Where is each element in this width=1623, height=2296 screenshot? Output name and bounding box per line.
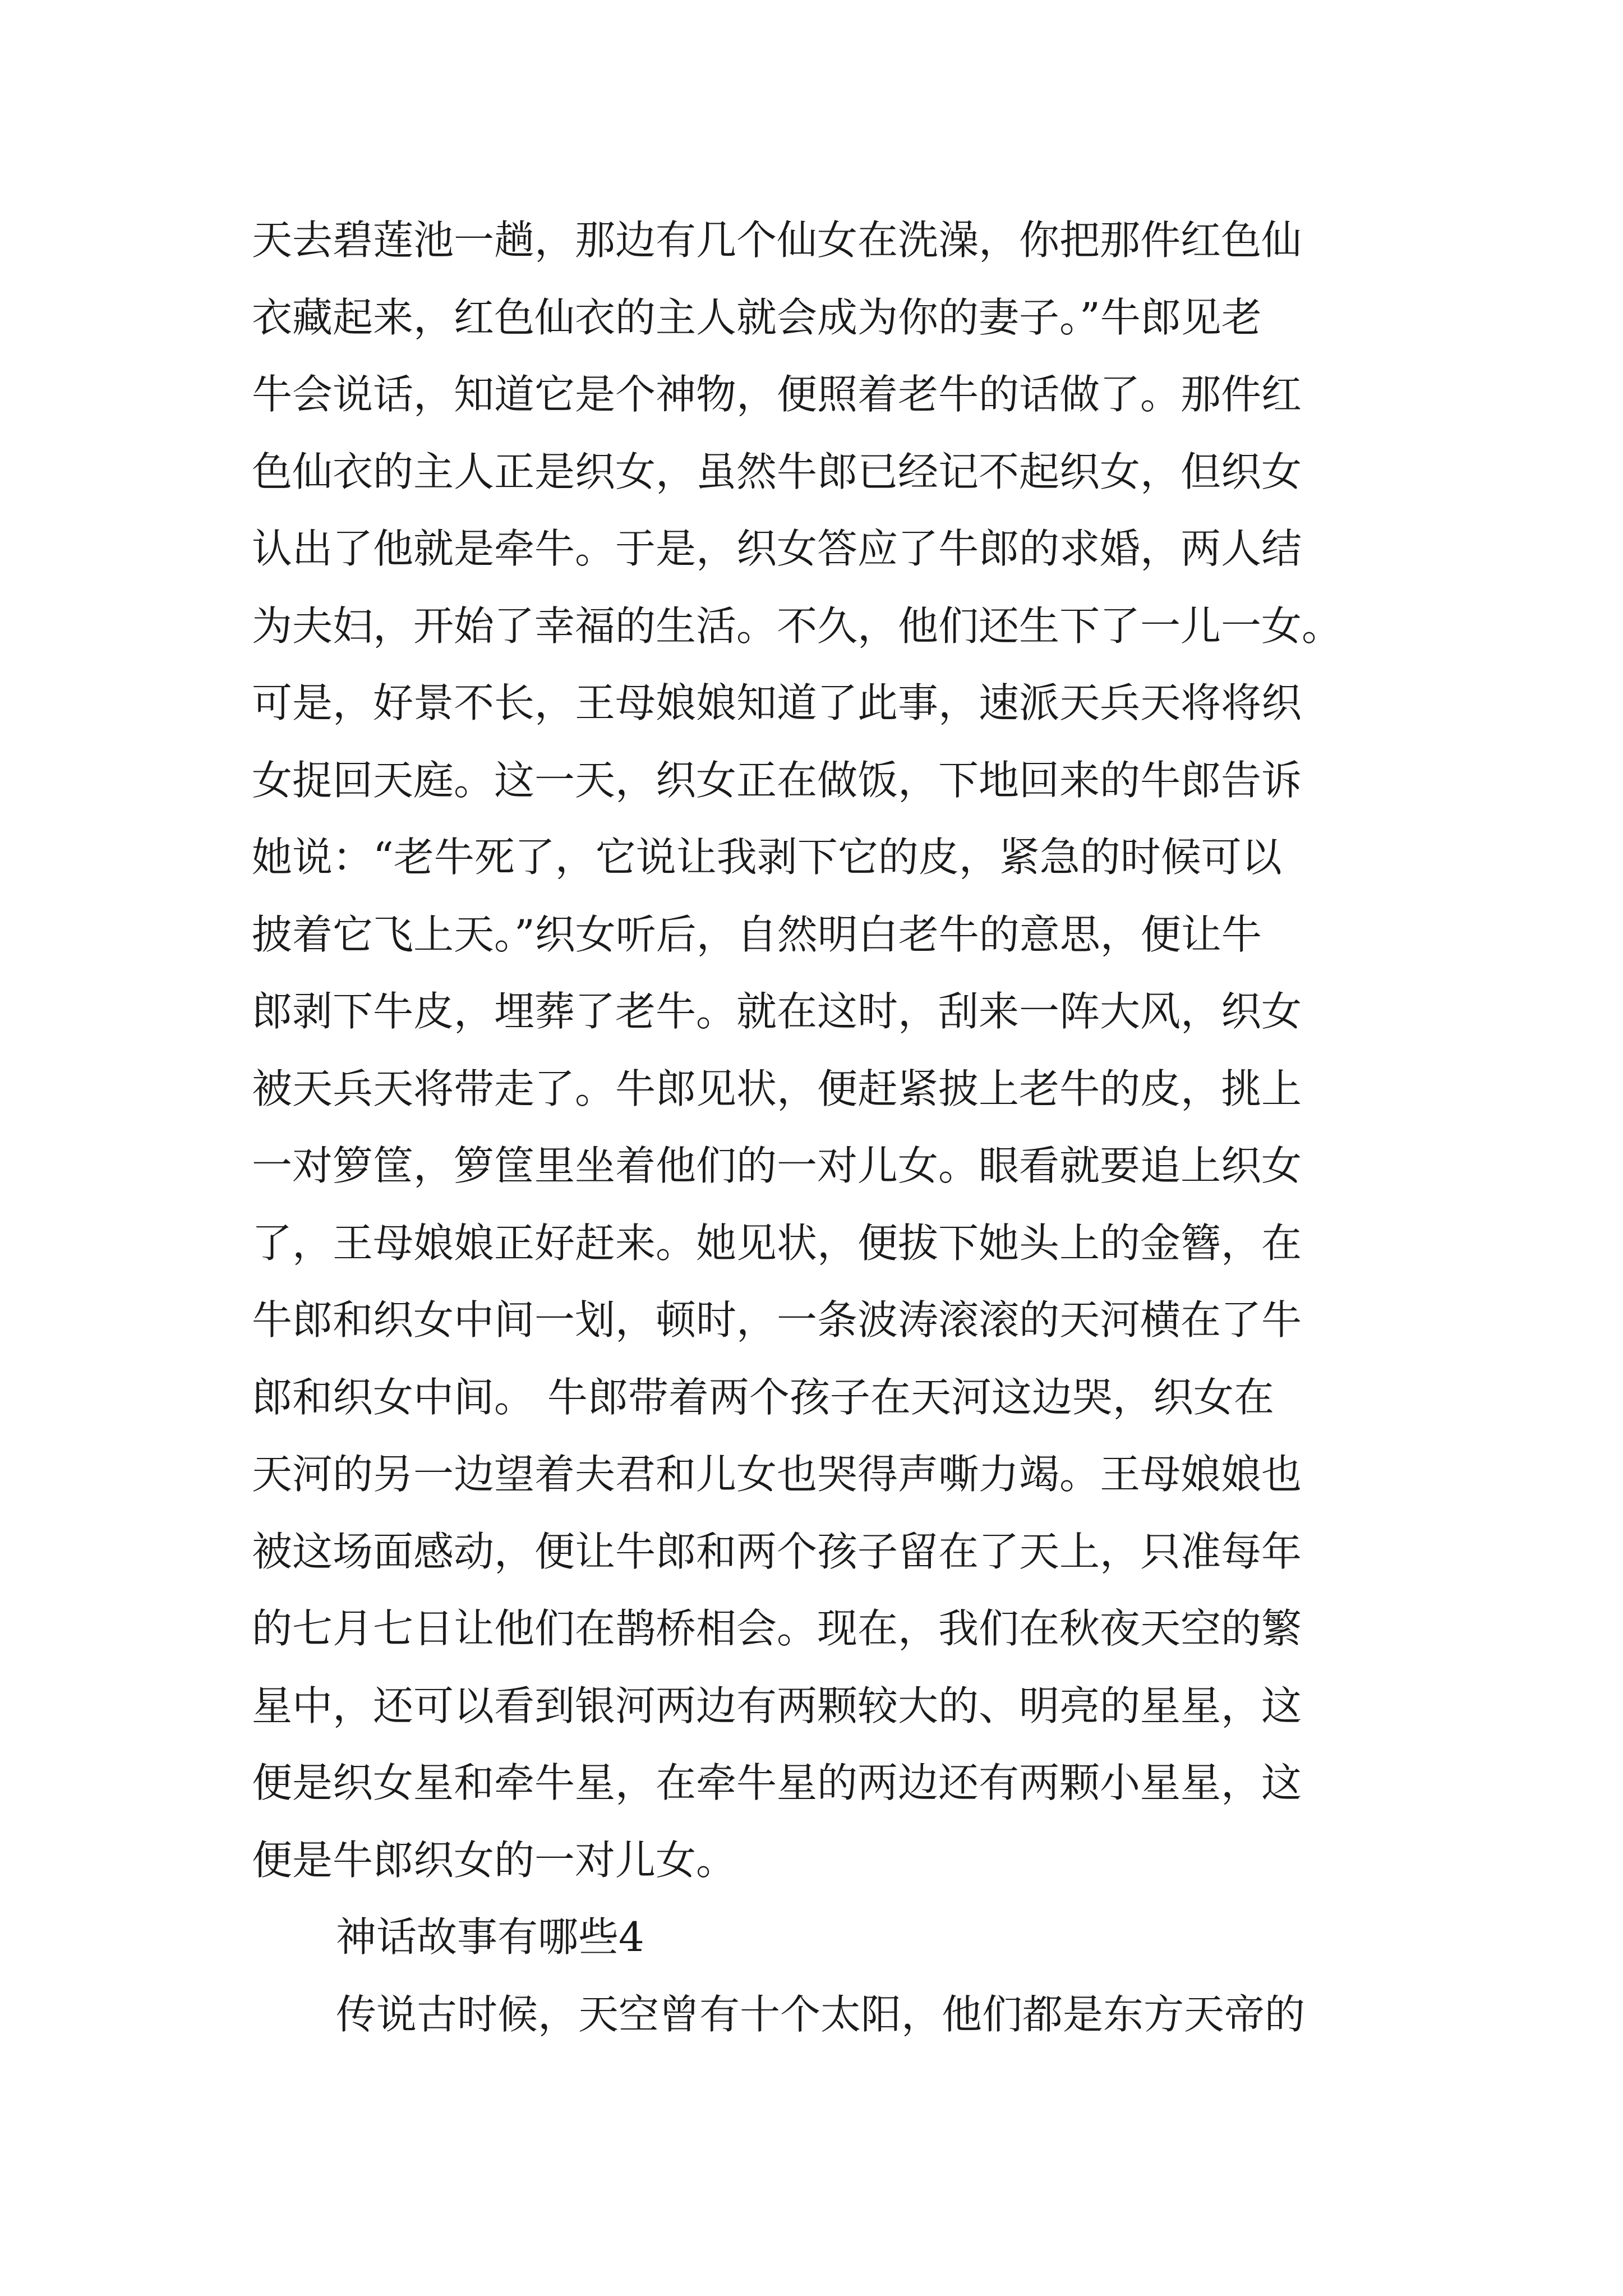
text-line: 色仙衣的主人正是织女，虽然牛郎已经记不起织女，但织女 [252,448,1302,495]
text-line: 被天兵天将带走了。牛郎见状，便赶紧披上老牛的皮，挑上 [252,1065,1302,1112]
text-line: 郎剥下牛皮，埋葬了老牛。就在这时，刮来一阵大风，织女 [252,988,1302,1035]
text-line: 衣藏起来，红色仙衣的主人就会成为你的妻子。”牛郎见老 [252,293,1262,341]
text-line: 认出了他就是牵牛。于是，织女答应了牛郎的求婚，两人结 [252,525,1302,572]
text-line: 的七月七日让他们在鹊桥相会。现在，我们在秋夜天空的繁 [252,1605,1302,1652]
text-line: 一对箩筐，箩筐里坐着他们的一对儿女。眼看就要追上织女 [252,1142,1302,1189]
section-heading: 神话故事有哪些4 [336,1913,644,1961]
text-line: 她说：“老牛死了，它说让我剥下它的皮，紧急的时候可以 [252,834,1282,881]
text-line: 天去碧莲池一趟，那边有几个仙女在洗澡，你把那件红色仙 [252,217,1302,264]
text-line: 了，王母娘娘正好赶来。她见状，便拔下她头上的金簪，在 [252,1219,1302,1267]
text-line: 星中，还可以看到银河两边有两颗较大的、明亮的星星，这 [252,1682,1302,1729]
document-body [252,202,1379,2053]
text-line: 牛会说话，知道它是个神物，便照着老牛的话做了。那件红 [252,371,1302,418]
text-line: 披着它飞上天。”织女听后，自然明白老牛的意思，便让牛 [252,910,1262,958]
text-line: 天河的另一边望着夫君和儿女也哭得声嘶力竭。王母娘娘也 [252,1451,1302,1498]
text-line: 女捉回天庭。这一天，织女正在做饭，下地回来的牛郎告诉 [252,756,1302,804]
text-line: 便是织女星和牵牛星，在牵牛星的两边还有两颗小星星，这 [252,1759,1302,1806]
text-line: 牛郎和织女中间一划，顿时，一条波涛滚滚的天河横在了牛 [252,1296,1302,1343]
text-line: 为夫妇，开始了幸福的生活。不久，他们还生下了一儿一女。 [252,602,1343,650]
text-line: 可是，好景不长，王母娘娘知道了此事，速派天兵天将将织 [252,679,1302,726]
paragraph-first-line: 传说古时候，天空曾有十个太阳，他们都是东方天帝的 [336,1990,1306,2038]
text-line: 便是牛郎织女的一对儿女。 [252,1836,737,1884]
text-line: 被这场面感动，便让牛郎和两个孩子留在了天上，只准每年 [252,1527,1302,1575]
text-line: 郎和织女中间。 牛郎带着两个孩子在天河这边哭，织女在 [252,1373,1274,1421]
